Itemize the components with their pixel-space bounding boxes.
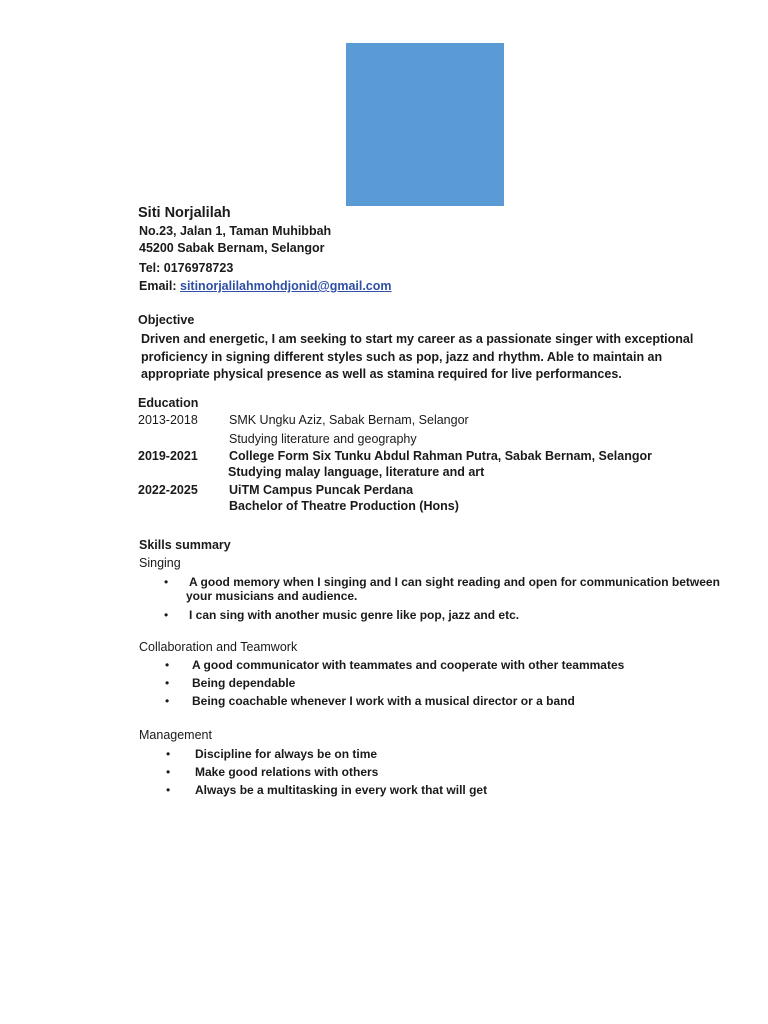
education-detail-1: Studying literature and geography xyxy=(229,432,417,446)
management-bullet-2: • xyxy=(166,765,171,779)
singing-bullet-2: • xyxy=(164,608,169,622)
collaboration-item-1: A good communicator with teammates and cooperate with other teammates xyxy=(192,658,625,672)
singing-title: Singing xyxy=(139,556,181,570)
education-school-3: UiTM Campus Puncak Perdana xyxy=(229,483,414,497)
email-label: Email: xyxy=(139,279,177,293)
education-school-2: College Form Six Tunku Abdul Rahman Putra, Sabak Bernam, Selangor xyxy=(229,449,652,463)
collaboration-title: Collaboration and Teamwork xyxy=(139,640,298,654)
collaboration-item-2: Being dependable xyxy=(192,676,296,690)
education-school-1: SMK Ungku Aziz, Sabak Bernam, Selangor xyxy=(229,413,469,427)
collaboration-item-3: Being coachable whenever I work with a musical director or a band xyxy=(192,694,575,708)
education-years-1: 2013-2018 xyxy=(138,413,198,427)
management-title: Management xyxy=(139,728,212,742)
collaboration-bullet-1: • xyxy=(165,658,170,672)
education-heading: Education xyxy=(138,396,199,410)
email-link[interactable]: sitinorjalilahmohdjonid@gmail.com xyxy=(180,279,392,293)
candidate-name: Siti Norjalilah xyxy=(138,205,231,221)
collaboration-bullet-2: • xyxy=(165,676,170,690)
collaboration-bullet-3: • xyxy=(165,694,170,708)
management-item-3: Always be a multitasking in every work that will get xyxy=(195,783,488,797)
skills-heading: Skills summary xyxy=(139,538,231,552)
singing-item-1: A good memory when I singing and I can sight reading and open for communication between xyxy=(189,575,720,589)
objective-heading: Objective xyxy=(138,313,195,327)
singing-item-2: I can sing with another music genre like pop, jazz and etc. xyxy=(189,608,520,622)
education-detail-2: Studying malay language, literature and art xyxy=(228,465,485,479)
address-line-1: No.23, Jalan 1, Taman Muhibbah xyxy=(139,224,332,238)
management-item-2: Make good relations with others xyxy=(195,765,379,779)
email-row xyxy=(139,279,392,294)
phone-number: Tel: 0176978723 xyxy=(139,261,234,275)
singing-bullet-1: • xyxy=(164,575,169,589)
management-bullet-1: • xyxy=(166,747,171,761)
profile-photo-placeholder xyxy=(346,43,504,206)
management-bullet-3: • xyxy=(166,783,171,797)
education-years-3: 2022-2025 xyxy=(138,483,198,497)
objective-text: Driven and energetic, I am seeking to start my career as a passionate singer with exceptional proficiency in signing different styles such as pop, jazz and rhythm. Able to maintain an appropriate physical presence as well as stamina required for live performances. xyxy=(141,332,694,381)
education-detail-3: Bachelor of Theatre Production (Hons) xyxy=(229,499,459,513)
address-line-2: 45200 Sabak Bernam, Selangor xyxy=(139,241,325,255)
management-item-1: Discipline for always be on time xyxy=(195,747,378,761)
singing-item-1-continued: your musicians and audience. xyxy=(186,589,358,603)
education-years-2: 2019-2021 xyxy=(138,449,198,463)
